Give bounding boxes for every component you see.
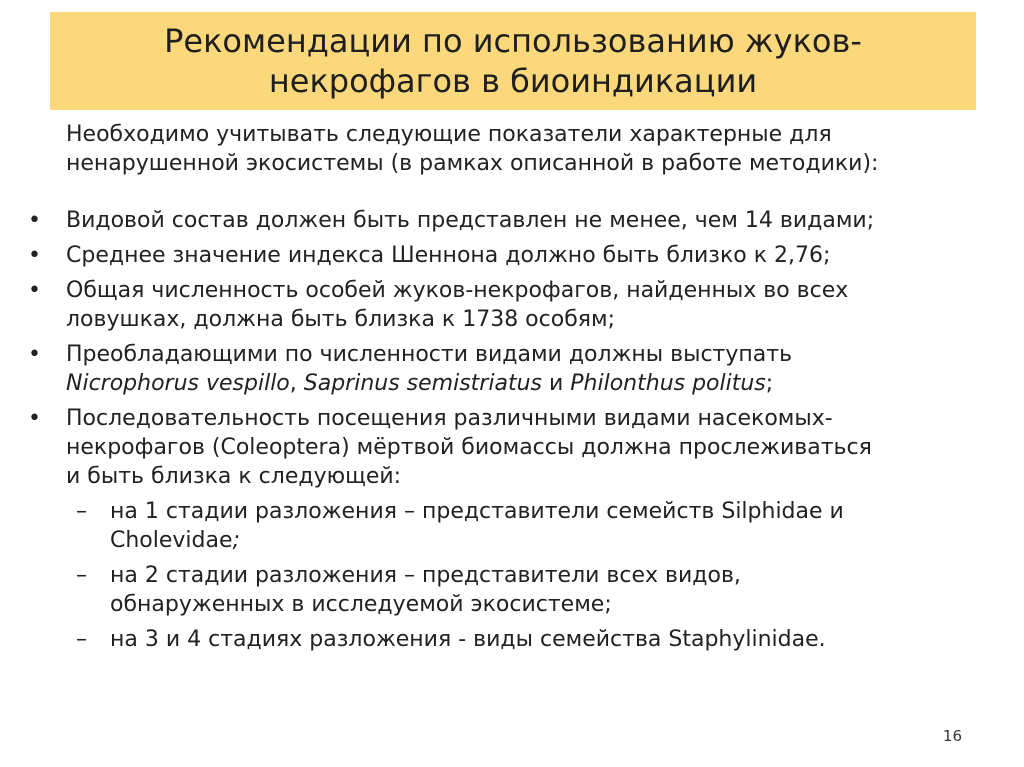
bullet-text-line-3: и быть близка к следующей:: [66, 464, 402, 489]
bullet-icon: •: [28, 342, 41, 367]
subitem-text-line-2: обнаруженных в исследуемой экосистеме;: [110, 592, 612, 617]
bullet-text-line-1: Общая численность особей жуков-некрофагов, найденных во всех: [66, 278, 849, 303]
dash-icon: –: [76, 499, 87, 524]
terminator: ;: [232, 528, 240, 553]
bullet-icon: •: [28, 406, 41, 431]
subitem-stage-3-4: [26, 625, 986, 654]
bullet-text: Среднее значение индекса Шеннона должно быть близко к 2,76;: [66, 243, 831, 268]
subitem-text-line-1: на 1 стадии разложения – представители семейств Silphidae и: [110, 499, 844, 524]
page-number: 16: [942, 727, 962, 745]
subitem-stage-1: [26, 497, 986, 555]
subitem-text: на 3 и 4 стадиях разложения - виды семейства Staphylinidae.: [110, 627, 826, 652]
bullet-icon: •: [28, 208, 41, 233]
subitem-stage-2: [26, 561, 986, 619]
intro-line-1: Необходимо учитывать следующие показатели характерные для: [66, 122, 832, 147]
bullet-text-line-2: некрофагов (Coleoptera) мёртвой биомассы должна прослеживаться: [66, 435, 872, 460]
bullet-total-abundance: [26, 276, 986, 334]
dash-icon: –: [76, 627, 87, 652]
slide-content: [26, 120, 986, 660]
subitem-text-line-2: Cholevidae: [110, 528, 233, 553]
bullet-species-count: [26, 206, 986, 235]
title-line-2: некрофагов в биоиндикации: [268, 62, 758, 100]
slide-title: [73, 21, 953, 101]
terminator: ;: [765, 371, 774, 396]
species-name: Nicrophorus vespillo: [66, 371, 290, 396]
bullet-text: Видовой состав должен быть представлен не менее, чем 14 видами;: [66, 208, 875, 233]
bullet-text-line-1: Последовательность посещения различными видами насекомых-: [66, 406, 833, 431]
bullet-dominant-species: [26, 340, 986, 398]
separator: ,: [289, 371, 304, 396]
title-banner: [50, 12, 976, 110]
bullet-shannon-index: [26, 241, 986, 270]
bullet-icon: •: [28, 278, 41, 303]
bullet-text-line-2: ловушках, должна быть близка к 1738 особям;: [66, 307, 616, 332]
subitem-text-line-1: на 2 стадии разложения – представители всех видов,: [110, 563, 741, 588]
bullet-text-line-1: Преобладающими по численности видами должны выступать: [66, 342, 793, 367]
intro-line-2: ненарушенной экосистемы (в рамках описанной в работе методики):: [66, 151, 879, 176]
species-name: Philonthus politus: [570, 371, 766, 396]
title-line-1: Рекомендации по использованию жуков-: [164, 22, 862, 60]
species-name: Saprinus semistriatus: [303, 371, 542, 396]
intro-paragraph: [26, 120, 986, 178]
bullet-visit-sequence: [26, 404, 986, 491]
separator: и: [541, 371, 571, 396]
dash-icon: –: [76, 563, 87, 588]
bullet-icon: •: [28, 243, 41, 268]
